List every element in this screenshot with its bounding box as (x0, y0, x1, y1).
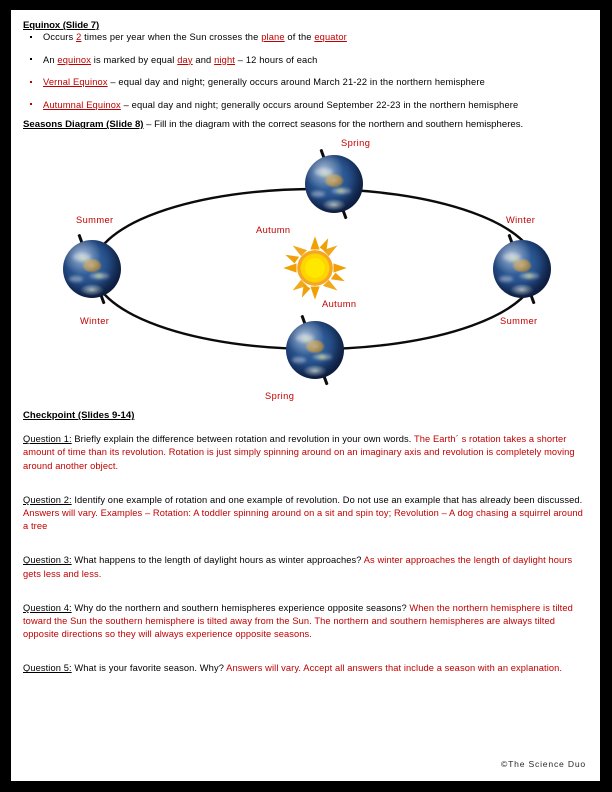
bullet-dot-icon (30, 103, 32, 105)
checkpoint-questions (23, 433, 589, 675)
cloud-icon (296, 334, 313, 342)
cloud-icon (313, 354, 333, 360)
season-label-left-upper: Summer (76, 215, 114, 226)
question-block (23, 494, 589, 534)
question-answer: As winter approaches the length of daylight hours gets less and less. (23, 555, 573, 579)
sun-icon (282, 235, 348, 301)
cloud-icon (292, 357, 306, 363)
highlighted-term: plane (261, 32, 285, 42)
question-label: Question 3: (23, 555, 72, 566)
earth-top (305, 155, 363, 213)
cloud-icon (520, 273, 540, 279)
page-content (23, 20, 589, 697)
highlighted-term: equinox (57, 54, 92, 65)
seasons-heading-line (23, 119, 589, 132)
question-prompt: What is your favorite season. Why? (71, 663, 224, 674)
earth-globe-icon (493, 240, 551, 298)
bullet-text: – equal day and night; generally occurs around September 22-23 in the northern hemisphere (120, 99, 519, 110)
cloud-icon (315, 168, 332, 176)
question-block (23, 662, 589, 675)
question-prompt: Briefly explain the difference between rotation and revolution in your own words. (71, 434, 412, 445)
season-label-left-lower: Winter (80, 316, 110, 327)
earth-left (63, 240, 121, 298)
seasons-diagram (23, 136, 589, 408)
equinox-bullet-item (23, 54, 589, 66)
question-prompt: Identify one example of rotation and one example of revolution. Do not use an example that has already been discussed. (71, 494, 583, 505)
checkpoint-section (23, 410, 589, 675)
worksheet-page (11, 10, 600, 781)
question-label: Question 5: (23, 663, 72, 674)
highlighted-term: Autumnal Equinox (43, 99, 121, 110)
bullet-dot-icon (30, 36, 32, 38)
highlighted-term: day (177, 54, 193, 65)
question-prompt: What happens to the length of daylight hours as winter approaches? (71, 555, 362, 566)
cloud-icon (311, 191, 325, 197)
equinox-bullet-item (23, 31, 589, 43)
highlighted-term: Vernal Equinox (43, 77, 108, 88)
season-label-bottom-outer: Spring (265, 391, 295, 402)
bullet-text: An (43, 54, 58, 65)
question-label: Question 4: (23, 602, 72, 613)
question-answer: When the northern hemisphere is tilted toward the Sun the southern hemisphere is tilted away from the Sun. The northern and southern hemispheres are always tilted opposite directions so they will always experience opposite seasons. (23, 602, 573, 640)
cloud-icon (332, 188, 352, 194)
question-block (23, 433, 589, 473)
season-label-top-inner: Autumn (256, 225, 291, 236)
cloud-icon (73, 253, 90, 261)
question-answer: The Earth´ s rotation takes a shorter amount of time than its revolution. Rotation is just simply spinning around on an imaginary axis and revolution is completely moving around another object. (23, 434, 575, 471)
question-prompt: Why do the northern and southern hemispheres experience opposite seasons? (71, 602, 407, 613)
season-label-bottom-inner: Autumn (322, 299, 357, 310)
equinox-heading: Equinox (Slide 7) (23, 20, 100, 31)
bullet-text: and (192, 54, 215, 65)
season-label-right-upper: Winter (506, 215, 536, 226)
bullet-text: of the (284, 32, 315, 42)
question-answer: Answers will vary. Accept all answers that include a season with an explanation. (223, 663, 563, 674)
seasons-section (23, 119, 589, 408)
question-answer: Answers will vary. Examples – Rotation: A toddler spinning around on a sit and spin toy; Revolution – A dog chasing a squirrel around a tree (23, 508, 583, 532)
highlighted-term: night (214, 54, 236, 65)
earth-globe-icon (63, 240, 121, 298)
cloud-icon (90, 273, 110, 279)
bullet-text: – equal day and night; generally occurs around March 21-22 in the northern hemisphere (107, 77, 485, 88)
bullet-text: – 12 hours of each (235, 54, 318, 65)
equinox-bullet-item (23, 99, 589, 111)
bullet-dot-icon (30, 81, 32, 83)
earth-globe-icon (286, 321, 344, 379)
checkpoint-heading: Checkpoint (Slides 9-14) (23, 410, 135, 422)
question-block (23, 602, 589, 642)
question-label: Question 1: (23, 434, 72, 445)
question-block (23, 554, 589, 580)
season-label-top-outer: Spring (341, 138, 371, 149)
cloud-icon (503, 253, 520, 261)
bullet-text: Occurs (43, 32, 77, 42)
earth-bottom (286, 321, 344, 379)
bullet-text: times per year when the Sun crosses the (81, 32, 262, 42)
bullet-text: is marked by equal (91, 54, 178, 65)
highlighted-term: 2 (76, 32, 82, 42)
season-label-right-lower: Summer (500, 316, 538, 327)
seasons-heading: Seasons Diagram (Slide 8) (23, 119, 144, 131)
cloud-icon (499, 276, 513, 282)
equinox-bullet-list (23, 31, 589, 111)
equinox-bullet-item (23, 76, 589, 88)
equinox-section (23, 20, 589, 111)
bullet-dot-icon (30, 58, 32, 60)
cloud-icon (69, 276, 83, 282)
earth-globe-icon (305, 155, 363, 213)
seasons-instruction: – Fill in the diagram with the correct seasons for the northern and southern hemispheres. (143, 119, 524, 131)
highlighted-term: equator (314, 32, 347, 42)
footer-credit: ©The Science Duo (500, 759, 586, 769)
earth-right (493, 240, 551, 298)
question-label: Question 2: (23, 494, 72, 505)
